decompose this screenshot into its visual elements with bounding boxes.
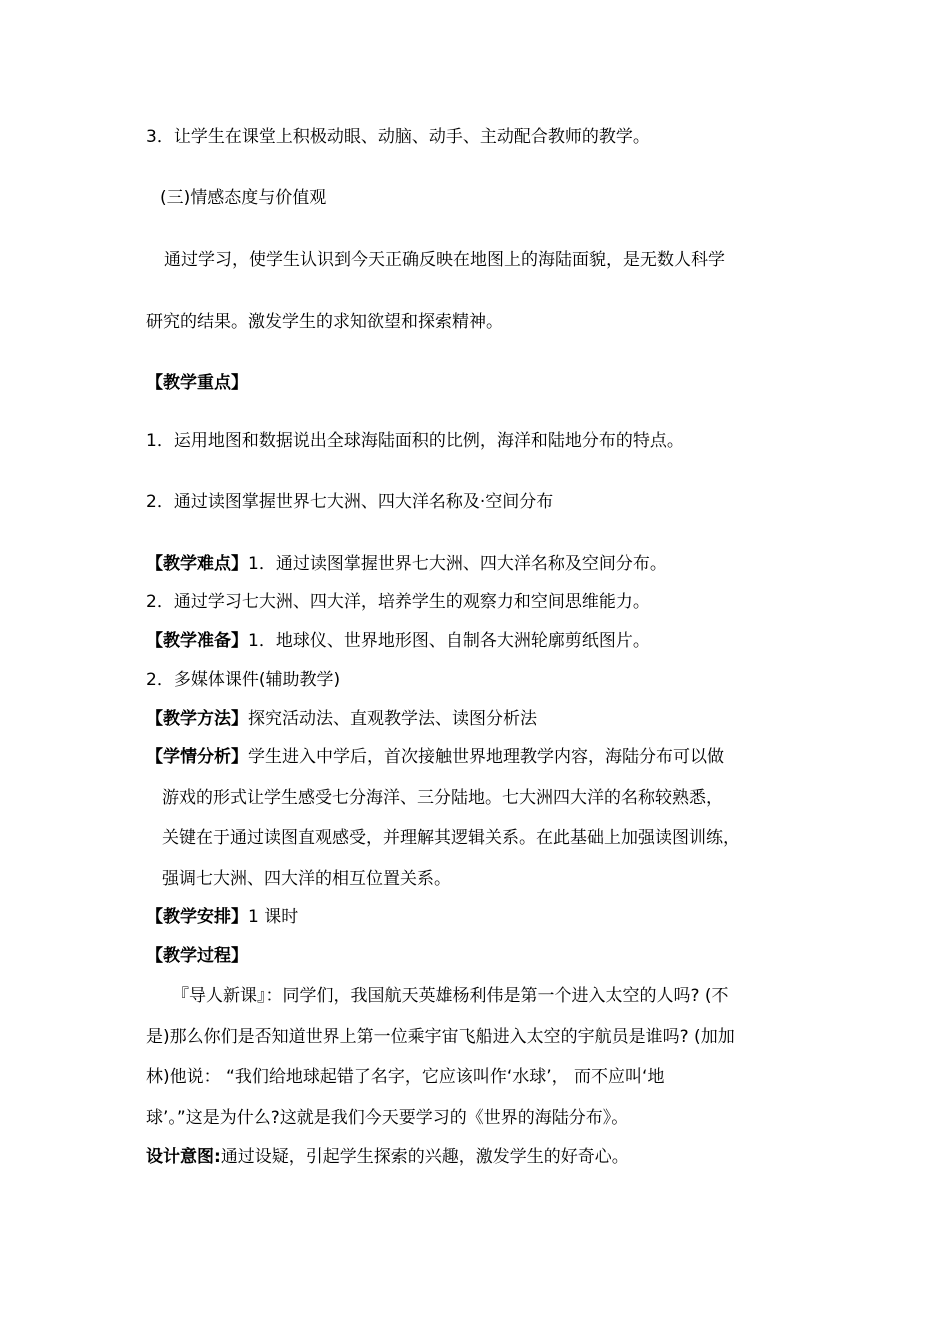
key-point-1: 1．运用地图和数据说出全球海陆面积的比例，海洋和陆地分布的特点。	[146, 431, 684, 451]
analysis-line-3: 关键在于通过读图直观感受，并理解其逻辑关系。在此基础上加强读图训练，	[162, 828, 740, 848]
preparation-label: 【教学准备】	[146, 631, 248, 651]
preparation-line	[146, 630, 650, 652]
design-intent-label: 设计意图:	[146, 1147, 221, 1167]
difficulty-text: 1．通过读图掌握世界七大洲、四大洋名称及空间分布。	[248, 554, 667, 574]
design-intent-text: 通过设疑，引起学生探索的兴趣，激发学生的好奇心。	[220, 1147, 629, 1167]
preparation-2: 2．多媒体课件(辅助教学)	[146, 670, 341, 690]
intro-line-4: 球’。”这是为什么?这就是我们今天要学习的《世界的海陆分布》。	[146, 1108, 629, 1128]
analysis-text: 学生进入中学后，首次接触世界地理教学内容，海陆分布可以做	[248, 747, 724, 767]
analysis-line-1	[146, 746, 724, 768]
method-text: 探究活动法、直观教学法、读图分析法	[248, 709, 537, 729]
schedule-label: 【教学安排】	[146, 907, 248, 927]
key-points-heading: 【教学重点】	[146, 373, 248, 393]
preparation-text: 1．地球仪、世界地形图、自制各大洲轮廓剪纸图片。	[248, 631, 650, 651]
intro-line-2: 是)那么你们是否知道世界上第一位乘宇宙飞船进入太空的宇航员是谁吗? (加加	[146, 1027, 735, 1047]
difficulty-line	[146, 553, 667, 575]
analysis-line-2: 游戏的形式让学生感受七分海洋、三分陆地。七大洲四大洋的名称较熟悉，	[162, 788, 723, 808]
objective-3: 3．让学生在课堂上积极动眼、动脑、动手、主动配合教师的教学。	[146, 127, 650, 147]
emotion-paragraph-line-2: 研究的结果。激发学生的求知欲望和探索精神。	[146, 312, 503, 332]
method-line	[146, 708, 537, 730]
analysis-line-4: 强调七大洲、四大洋的相互位置关系。	[162, 869, 451, 889]
intro-line-3: 林)他说： “我们给地球起错了名字，它应该叫作‘水球’， 而不应叫‘地	[146, 1067, 665, 1087]
intro-line-1: 『导人新课』：同学们，我国航天英雄杨利伟是第一个进入太空的人吗? (不	[172, 986, 729, 1006]
difficulty-label: 【教学难点】	[146, 554, 248, 574]
emotion-paragraph-line-1: 通过学习，使学生认识到今天正确反映在地图上的海陆面貌，是无数人科学	[164, 250, 725, 270]
schedule-text: 1 课时	[248, 907, 299, 927]
difficulty-2: 2．通过学习七大洲、四大洋，培养学生的观察力和空间思维能力。	[146, 592, 650, 612]
section-heading-emotion: (三)情感态度与价值观	[160, 188, 327, 208]
design-intent-line	[146, 1146, 629, 1168]
method-label: 【教学方法】	[146, 709, 248, 729]
analysis-label: 【学情分析】	[146, 747, 248, 767]
schedule-line	[146, 906, 298, 928]
process-heading: 【教学过程】	[146, 946, 248, 966]
key-point-2: 2．通过读图掌握世界七大洲、四大洋名称及·空间分布	[146, 492, 554, 512]
